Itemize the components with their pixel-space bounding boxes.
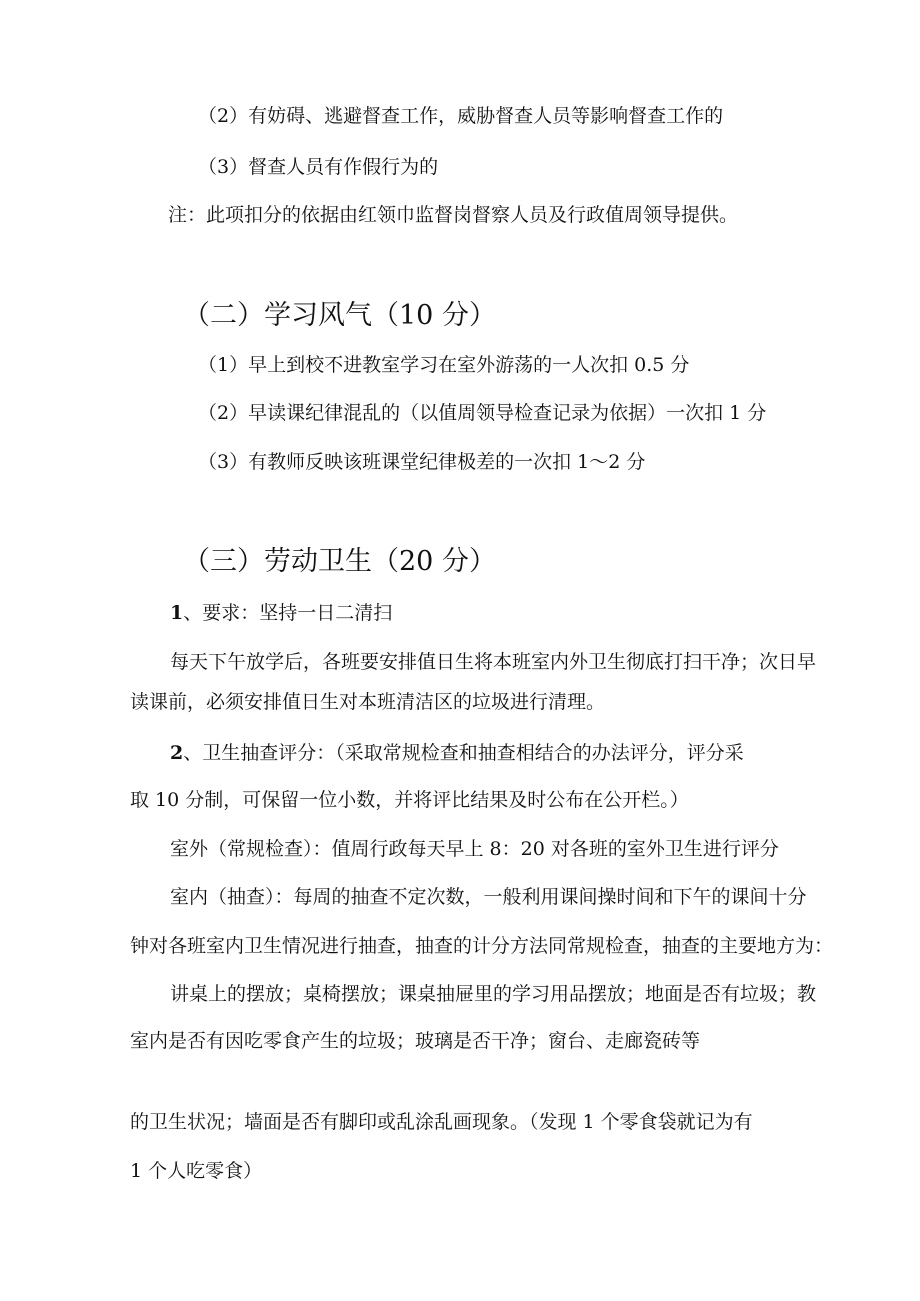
- indoor-check-line-1: 室内（抽查）：每周的抽查不定次数，一般利用课间操时间和下午的课间十分: [170, 886, 807, 908]
- cleaning-para-line-1: 每天下午放学后，各班要安排值日生将本班室内外卫生彻底打扫干净；次日早: [170, 651, 817, 673]
- section1-note: 注：此项扣分的依据由红领巾监督岗督察人员及行政值周领导提供。: [168, 204, 739, 226]
- inspection-items-line-1: 讲桌上的摆放；桌椅摆放；课桌抽屉里的学习用品摆放；地面是否有垃圾；教: [170, 983, 817, 1005]
- evaluation-text: 、卫生抽查评分：（采取常规检查和抽查相结合的办法评分，评分采: [183, 742, 744, 764]
- section3-heading: （三）劳动卫生（20 分）: [183, 546, 496, 577]
- inspection-items-line-3: 的卫生状况；墙面是否有脚印或乱涂乱画现象。（发现 1 个零食袋就记为有: [130, 1111, 753, 1133]
- evaluation-number: 2: [170, 742, 184, 764]
- evaluation-line-2: 取 10 分制，可保留一位小数，并将评比结果及时公布在公开栏。）: [130, 789, 689, 811]
- cleaning-para-line-2: 读课前，必须安排值日生对本班清洁区的垃圾进行清理。: [130, 691, 606, 713]
- section2-item-3: （3）有教师反映该班课堂纪律极差的一次扣 1～2 分: [198, 451, 646, 473]
- section1-item-2: （2）有妨碍、逃避督查工作，威胁督查人员等影响督查工作的: [198, 105, 724, 127]
- section1-item-3: （3）督查人员有作假行为的: [198, 156, 439, 178]
- section2-heading: （二）学习风气（10 分）: [183, 300, 496, 331]
- section2-item-2: （2）早读课纪律混乱的（以值周领导检查记录为依据）一次扣 1 分: [198, 402, 767, 424]
- requirement-number: 1: [170, 602, 184, 624]
- inspection-items-line-4: 1 个人吃零食）: [130, 1160, 263, 1182]
- indoor-check-line-2: 钟对各班室内卫生情况进行抽查，抽查的计分方法同常规检查，抽查的主要地方为：: [130, 935, 834, 957]
- evaluation-line-1: [170, 741, 744, 765]
- outdoor-check: 室外（常规检查）：值周行政每天早上 8：20 对各班的室外卫生进行评分: [170, 838, 779, 860]
- requirement-line: [170, 601, 392, 625]
- section2-item-1: （1）早上到校不进教室学习在室外游荡的一人次扣 0.5 分: [198, 354, 690, 376]
- requirement-text: 、要求：坚持一日二清扫: [183, 602, 393, 624]
- inspection-items-line-2: 室内是否有因吃零食产生的垃圾；玻璃是否干净；窗台、走廊瓷砖等: [130, 1030, 701, 1052]
